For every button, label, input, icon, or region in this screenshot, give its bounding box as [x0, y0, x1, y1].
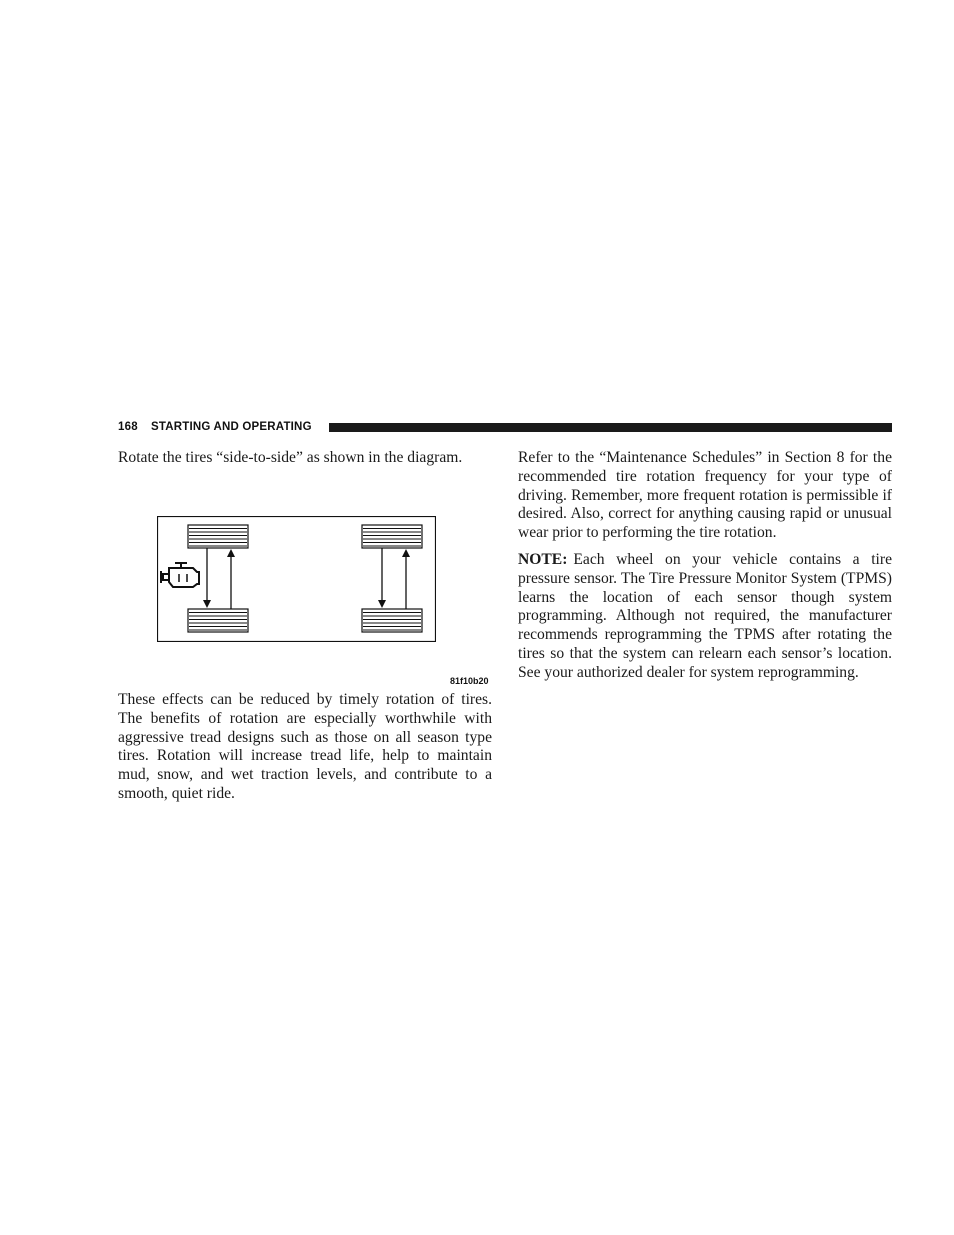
section-title: STARTING AND OPERATING: [151, 421, 312, 433]
note-text: Each wheel on your vehicle contains a tire pressure sensor. The Tire Pressure Monitor System (TPMS) learns the location of each sensor though system programming. Although not required, the manufacturer recommends reprogramming the TPMS after rotating the tires so that the system can relearn each sensor’s location. See your authorized dealer for system reprogramming.: [518, 551, 892, 681]
note-label: NOTE:: [518, 551, 568, 568]
effects-paragraph: [118, 691, 492, 804]
header-rule: [329, 423, 892, 432]
intro-paragraph: Rotate the tires “side-to-side” as shown in the diagram.: [118, 449, 463, 466]
effects-text: These effects can be reduced by timely rotation of tires. The benefits of rotation are especially worthwhile with aggressive tread designs such as those on all season type tires. Rotation will increase tread life, help to maintain mud, snow, and wet traction levels, and contribute to a smooth, quiet ride.: [118, 691, 492, 802]
tire-icon: [188, 609, 248, 632]
diagram-svg: [157, 516, 436, 642]
figure-code: 81f10b20: [450, 676, 489, 686]
maintenance-text: Refer to the “Maintenance Schedules” in Section 8 for the recommended tire rotation frequency for your type of driving. Remember, more frequent rotation is permissible if desired. Also, correct for anything causing rapid or unusual wear prior to performing the tire rotation.: [518, 449, 892, 542]
maintenance-paragraph: [518, 449, 892, 543]
tire-icon: [188, 525, 248, 548]
tire-rotation-diagram: [157, 516, 436, 642]
page-number: 168: [118, 421, 138, 433]
tire-icon: [362, 525, 422, 548]
note-paragraph: [518, 551, 892, 683]
tire-icon: [362, 609, 422, 632]
page-header: [118, 418, 892, 438]
